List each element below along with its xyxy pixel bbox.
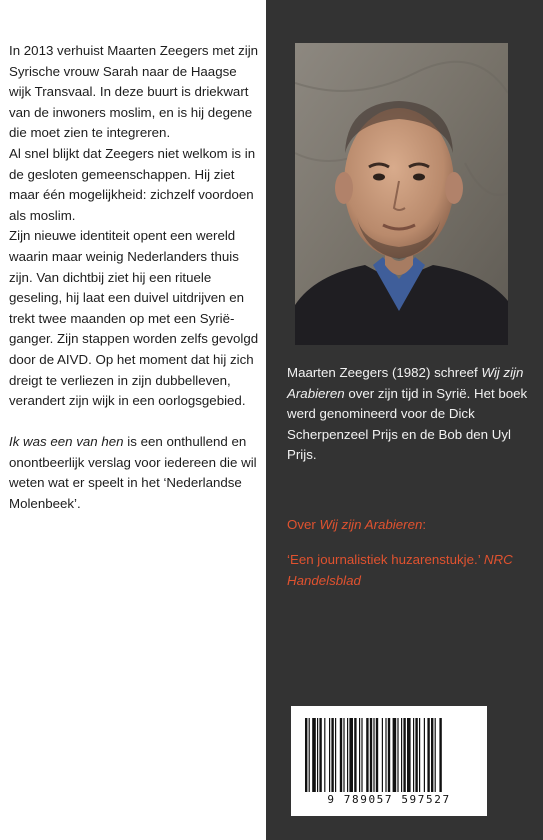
review-label xyxy=(287,515,537,536)
author-photo xyxy=(295,43,508,345)
barcode-bar xyxy=(419,718,420,792)
barcode-bar xyxy=(403,718,405,792)
barcode-bar xyxy=(435,718,436,792)
blurb-paragraph-2: Al snel blijkt dat Zeegers niet welkom is in de gesloten gemeenschappen. Hij ziet maar één mogelijkheid: zichzelf voordoen als moslim. xyxy=(9,145,256,223)
barcode-bar xyxy=(361,718,362,792)
barcode-bar xyxy=(393,718,397,792)
review-label-prefix: Over xyxy=(287,517,320,532)
barcode-bar xyxy=(340,718,342,792)
barcode-bar xyxy=(347,718,348,792)
barcode-bar xyxy=(317,718,318,792)
barcode-bar xyxy=(382,718,383,792)
blurb-paragraph-4-text: is een onthullend en onontbeerlijk verslag voor iedereen die wil weten wat er speelt in het ‘Nederlandse Molenbeek’. xyxy=(9,434,257,512)
barcode-bar xyxy=(343,718,344,792)
barcode-bar xyxy=(335,718,336,792)
barcode-bar xyxy=(329,718,330,792)
book-title: Ik was een van hen xyxy=(9,434,124,450)
barcode-bar xyxy=(401,718,402,792)
review-quote-text: ‘Een journalistiek huzarenstukje.’ xyxy=(287,552,484,567)
barcode-bar xyxy=(427,718,429,792)
barcode-bar xyxy=(373,718,374,792)
barcode-bar xyxy=(359,718,360,792)
review-source: NRC Handelsblad xyxy=(287,552,513,588)
previous-book-title: Wij zijn Arabieren xyxy=(287,365,524,401)
author-panel xyxy=(266,0,543,840)
barcode-bar xyxy=(424,718,425,792)
barcode-bar xyxy=(385,718,386,792)
barcode-bar xyxy=(415,718,417,792)
barcode-bars xyxy=(305,718,473,792)
blurb-paragraph-4 xyxy=(9,432,261,514)
author-bio xyxy=(287,363,537,466)
barcode-bar xyxy=(324,718,325,792)
back-cover-text-panel xyxy=(0,0,266,840)
review-quote xyxy=(287,550,537,591)
barcode-bar xyxy=(397,718,398,792)
author-portrait-image xyxy=(295,43,508,345)
barcode-bar xyxy=(331,718,333,792)
review-label-suffix: : xyxy=(422,517,427,532)
barcode-bar xyxy=(376,718,378,792)
barcode-bar xyxy=(388,718,390,792)
barcode-bar xyxy=(413,718,414,792)
barcode-bar xyxy=(319,718,321,792)
blurb xyxy=(9,41,261,515)
barcode-bar xyxy=(349,718,353,792)
barcode-bar xyxy=(370,718,372,792)
barcode-bar xyxy=(439,718,441,792)
barcode-bar xyxy=(431,718,433,792)
isbn-number: 9 789057 597527 xyxy=(327,793,451,806)
barcode-bar xyxy=(309,718,310,792)
barcode-bar xyxy=(407,718,411,792)
isbn-barcode xyxy=(291,706,487,816)
blurb-paragraph-1: In 2013 verhuist Maarten Zeegers met zijn Syrische vrouw Sarah naar de Haagse wijk Transvaal. In deze buurt is driekwart van de inwoners moslim, en is hij degene die moet zien te integreren. xyxy=(9,43,259,141)
blurb-paragraph-3: Zijn nieuwe identiteit opent een wereld waarin maar weinig Nederlanders thuis zijn. Van dichtbij ziet hij een rituele geseling, hij laat een duivel uitdrijven en trekt twee maanden op met een Syrië-ganger. Zijn stappen worden zelfs gevolgd door de AIVD. Op het moment dat hij zich dreigt te verliezen in zijn dubbelleven, verandert zijn wijk in een oorlogsgebied. xyxy=(9,228,259,409)
barcode-bar xyxy=(354,718,356,792)
review-label-title: Wij zijn Arabieren xyxy=(319,517,423,532)
barcode-bar xyxy=(312,718,316,792)
barcode-bar xyxy=(305,718,307,792)
author-bio-text-1: Maarten Zeegers (1982) schreef xyxy=(287,365,482,380)
author-bio-text-2: over zijn tijd in Syrië. Het boek werd genomineerd voor de Dick Scherpenzeel Prijs en de Bob den Uyl Prijs. xyxy=(287,385,528,463)
barcode-bar xyxy=(366,718,368,792)
